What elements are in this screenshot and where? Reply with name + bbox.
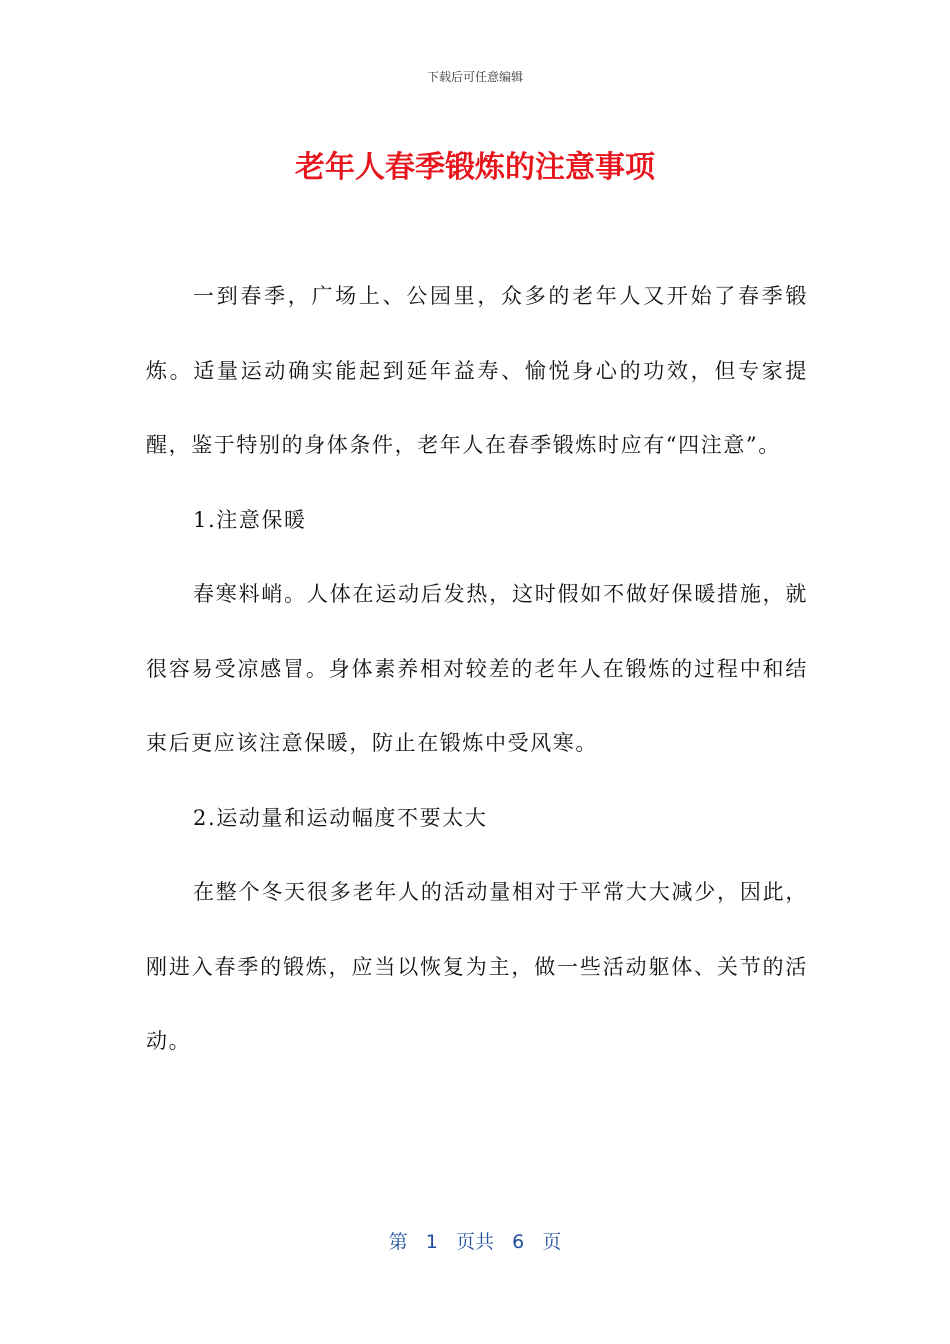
page-footer <box>0 1227 950 1254</box>
paragraph-section-2: 在整个冬天很多老年人的活动量相对于平常大大减少，因此，刚进入春季的锻炼，应当以恢复为主，做一些活动躯体、关节的活动。 <box>146 880 808 1053</box>
paragraph-section-1: 春寒料峭。人体在运动后发热，这时假如不做好保暖措施，就很容易受凉感冒。身体素养相对较差的老年人在锻炼的过程中和结束后更应该注意保暖，防止在锻炼中受风寒。 <box>146 582 808 755</box>
section-heading-1: 1.注意保暖 <box>193 507 307 532</box>
footer-suffix: 页 <box>542 1231 562 1253</box>
paragraph-intro: 一到春季，广场上、公园里，众多的老年人又开始了春季锻炼。适量运动确实能起到延年益寿、愉悦身心的功效，但专家提醒，鉴于特别的身体条件，老年人在春季锻炼时应有“四注意”。 <box>146 284 808 457</box>
footer-total-pages: 6 <box>512 1231 525 1253</box>
document-title: 老年人春季锻炼的注意事项 <box>295 150 655 185</box>
header-note: 下载后可任意编辑 <box>426 70 523 84</box>
section-heading-2: 2.运动量和运动幅度不要太大 <box>193 805 488 830</box>
footer-current-page: 1 <box>425 1231 438 1253</box>
footer-prefix: 第 <box>388 1231 408 1253</box>
document-body <box>146 259 808 1079</box>
footer-middle: 页共 <box>455 1231 494 1253</box>
